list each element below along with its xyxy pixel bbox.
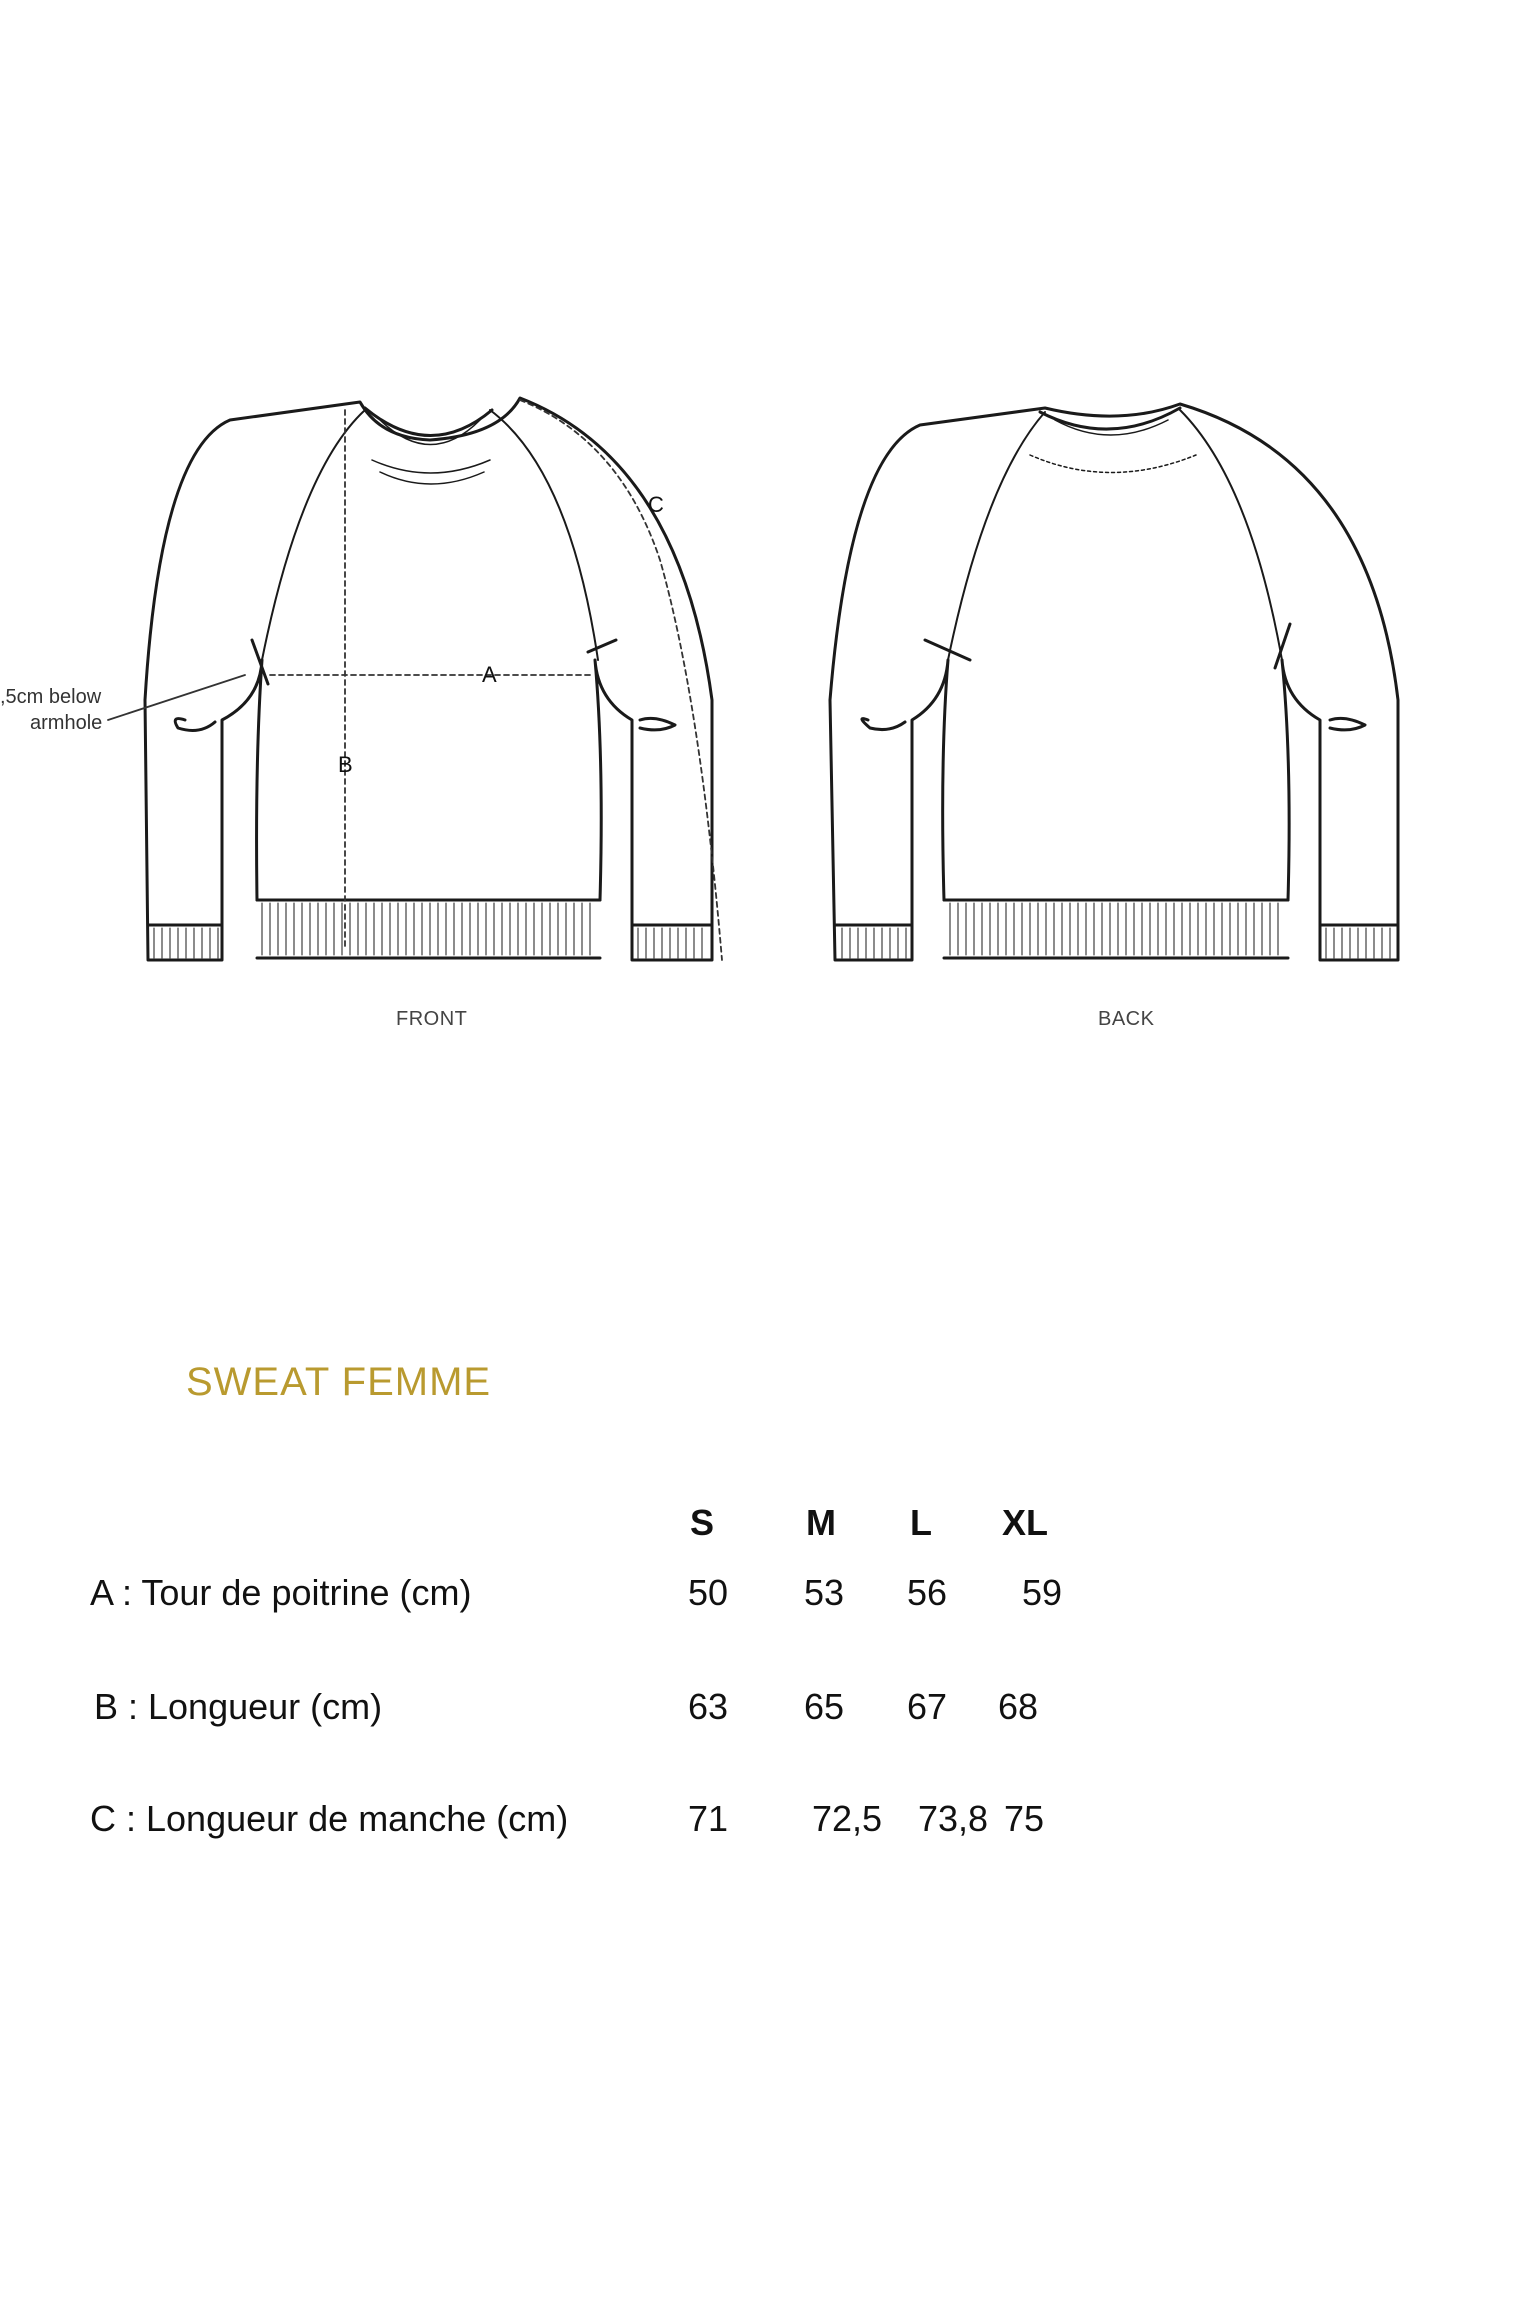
annotation-line1: ,5cm below [0, 686, 102, 708]
back-sweatshirt-drawing [830, 404, 1398, 960]
page-title: SWEAT FEMME [186, 1360, 492, 1404]
cell-b-xl: 68 [998, 1686, 1039, 1727]
size-header-l: L [910, 1502, 932, 1543]
row-label-c: C : Longueur de manche (cm) [90, 1798, 569, 1839]
cell-a-xl: 59 [1022, 1572, 1063, 1613]
measurement-lines [108, 400, 722, 960]
cell-c-xl: 75 [1004, 1798, 1045, 1839]
annotation-line2: armhole [30, 712, 103, 734]
cell-c-s: 71 [688, 1798, 729, 1839]
marker-c: C [648, 492, 664, 517]
marker-a: A [482, 662, 497, 687]
cell-b-l: 67 [907, 1686, 948, 1727]
sweatshirt-diagram [0, 0, 1537, 1100]
size-header-m: M [806, 1502, 836, 1543]
back-hem-ribbing [842, 903, 1390, 958]
cell-b-m: 65 [804, 1686, 845, 1727]
cell-c-m: 72,5 [812, 1798, 883, 1839]
size-header-xl: XL [1002, 1502, 1049, 1543]
cell-a-s: 50 [688, 1572, 729, 1613]
row-label-b: B : Longueur (cm) [94, 1686, 383, 1727]
back-label: BACK [1098, 1008, 1155, 1030]
cell-a-l: 56 [907, 1572, 948, 1613]
front-label: FRONT [396, 1008, 468, 1030]
cell-c-l: 73,8 [918, 1798, 989, 1839]
row-label-a: A : Tour de poitrine (cm) [90, 1572, 472, 1613]
size-header-s: S [690, 1502, 715, 1543]
front-hem-ribbing [154, 903, 702, 958]
cell-a-m: 53 [804, 1572, 845, 1613]
marker-b: B [338, 752, 353, 777]
cell-b-s: 63 [688, 1686, 729, 1727]
